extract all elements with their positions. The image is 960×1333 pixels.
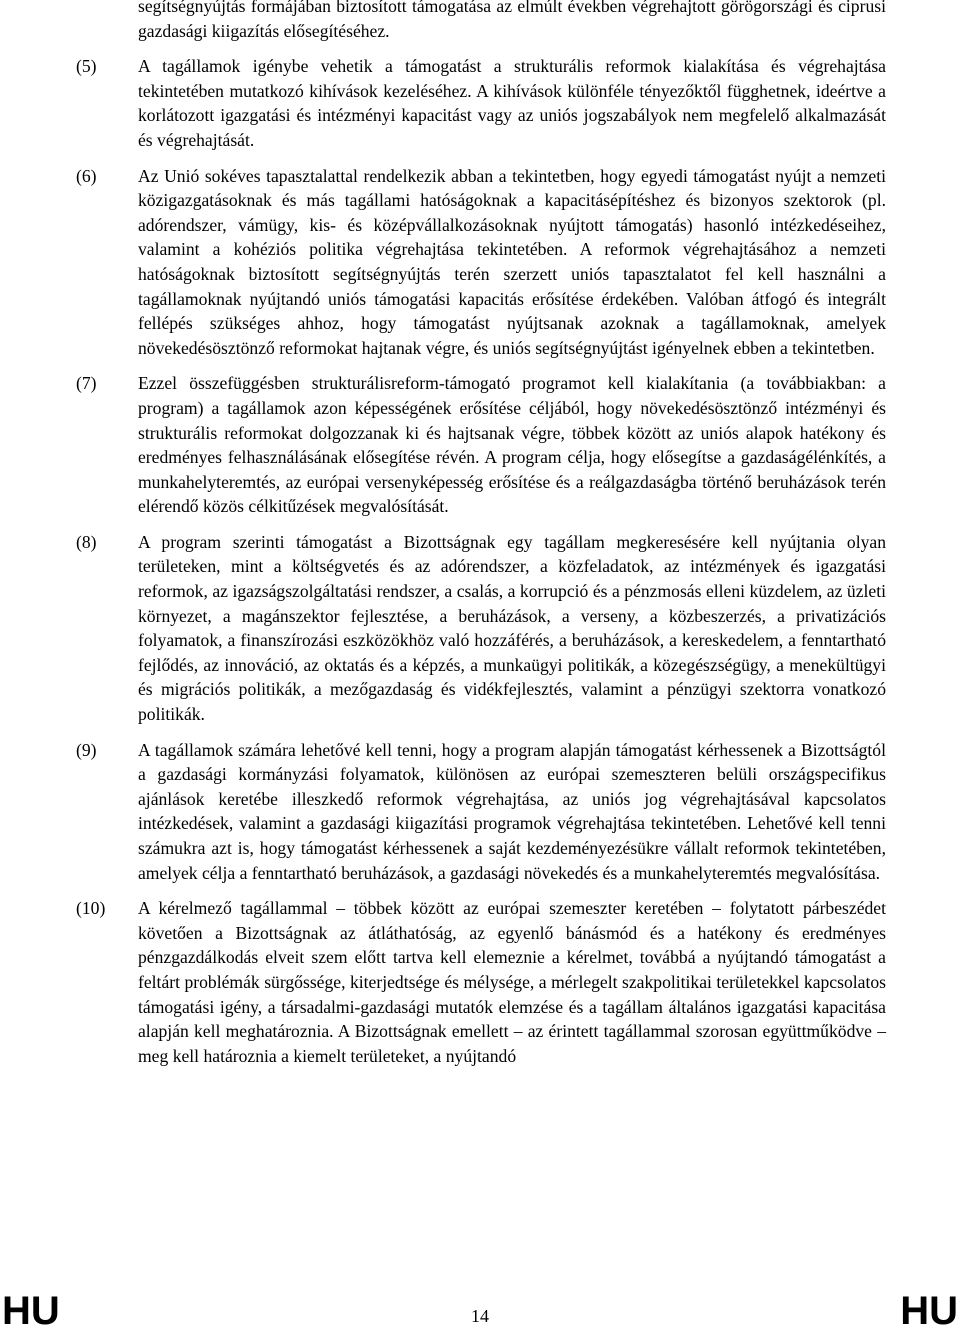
paragraph-number: (10) [76,898,106,919]
paragraph-6 [76,164,886,361]
paragraph-number: (9) [76,739,97,760]
paragraph-continued [76,0,886,43]
document-body [76,0,886,1079]
paragraph-5 [76,54,886,152]
paragraph-7 [76,371,886,519]
paragraph-number: (6) [76,165,97,186]
paragraph-text: A program szerinti támogatást a Bizottságnak egy tagállam megkeresésére kell nyújtania olyan területeken, mint a költségvetés és az adórendszer, a közfeladatok, az intézmények és igazgatási reformok, az igazságszolgáltatási rendszer, a csalás, a korrupció és a pénzmosás elleni küzdelem, az üzleti környezet, a magánszektor fejlesztése, a beruházások, a verseny, a közbeszerzés, a privatizációs folyamatok, a finanszírozási eszközökhöz való hozzáférés, a beruházások, a kereskedelem, a fenntartható fejlődés, az innováció, az oktatás és a képzés, a munkaügyi politikák, a közegészségügy, a menekültügyi és migrációs politikák, a mezőgazdaság és vidékfejlesztés, valamint a pénzügyi szektorra vonatkozó politikák. [138,531,886,725]
paragraph-number: (8) [76,531,97,552]
paragraph-number: (5) [76,56,97,77]
paragraph-text: A tagállamok számára lehetővé kell tenni, hogy a program alapján támogatást kérhessenek a Bizottságtól a gazdasági kormányzási folyamatok, különösen az európai szemeszteren belüli országspecifikus ajánlások keretébe illeszkedő reformok végrehajtása, az uniós jog végrehajtásával kapcsolatos intézkedések, valamint a gazdasági kiigazítási programok végrehajtása tekintetében. Lehetővé kell tenni számukra azt is, hogy támogatást kérhessenek a saját kezdeményezésükre vállalt reformok tekintetében, amelyek célja a fenntartható beruházások, a gazdasági növekedés és a munkahelyteremtés megvalósítása. [138,739,886,883]
paragraph-text: segítségnyújtás formájában biztosított támogatása az elmúlt években végrehajtott görögországi és ciprusi gazdasági kiigazítás elősegítéséhez. [138,0,886,41]
paragraph-10 [76,896,886,1068]
paragraph-9 [76,738,886,886]
footer-language-right: HU [900,1289,958,1333]
paragraph-number: (7) [76,373,97,394]
paragraph-text: A kérelmező tagállammal – többek között az európai szemeszter keretében – folytatott párbeszédet követően a Bizottságnak az átláthatóság, az egyenlő bánásmód és a hatékony és eredményes pénzgazdálkodás elveit szem előtt tartva kell elemeznie a kérelmet, továbbá a nyújtandó támogatást a feltárt problémák sürgőssége, kiterjedtsége és mélysége, a mérlegelt szakpolitikai területekkel kapcsolatos támogatási igény, a társadalmi-gazdasági mutatók elemzése és a tagállam általános igazgatási kapacitása alapján kell meghatároznia. A Bizottságnak emellett – az érintett tagállammal szorosan együttműködve – meg kell határoznia a kiemelt területeket, a nyújtandó [138,898,886,1066]
page-number: 14 [471,1306,489,1326]
paragraph-text: A tagállamok igénybe vehetik a támogatást a strukturális reformok kialakítása és végrehajtása tekintetében mutatkozó kihívások kezeléséhez. A kihívások különféle tényezőktől függhetnek, ideértve a korlátozott igazgatási és intézményi kapacitást vagy az uniós jogszabályok nem megfelelő alkalmazását és végrehajtását. [138,56,886,150]
footer-language-left: HU [2,1289,60,1333]
paragraph-8 [76,530,886,727]
paragraph-text: Az Unió sokéves tapasztalattal rendelkezik abban a tekintetben, hogy egyedi támogatást nyújt a nemzeti közigazgatásoknak és más tagállami hatóságoknak a kapacitásépítéshez és bizonyos szektorok (pl. adórendszer, vámügy, kis- és középvállalkozásoknak nyújtott támogatás) hasonló intézkedéseihez, valamint a kohéziós politika végrehajtása tekintetében. A reformok végrehajtásához a nemzeti hatóságoknak biztosított segítségnyújtás terén szerzett uniós tapasztalatot fel kell használni a tagállamoknak nyújtandó uniós támogatási kapacitás erősítése érdekében. Valóban átfogó és integrált fellépés szükséges ahhoz, hogy támogatást nyújtsanak azoknak a tagállamoknak, amelyek növekedésösztönző reformokat hajtanak végre, és uniós segítségnyújtást igényelnek ebben a tekintetben. [138,165,886,358]
paragraph-text: Ezzel összefüggésben strukturálisreform-támogató programot kell kialakítania (a továbbiakban: a program) a tagállamok azon képességének erősítése céljából, hogy növekedésösztönző intézményi és strukturális reformokat dolgozzanak ki és hajtsanak végre, többek között az uniós alapok hatékony és eredményes felhasználásának elősegítése révén. A program célja, hogy elősegítse a gazdaságélénkítés, a munkahelyteremtés, az európai versenyképesség erősítése és a reálgazdaságba történő beruházások terén elérendő közös célkitűzések megvalósítását. [138,373,886,517]
